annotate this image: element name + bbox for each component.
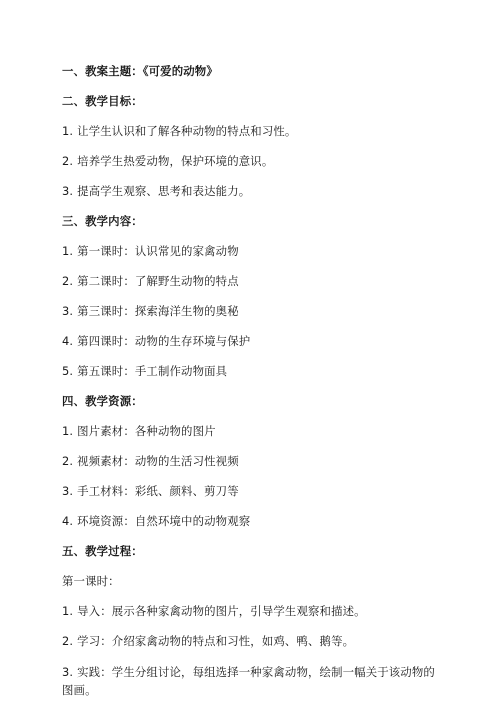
- item-text: 实践：学生分组讨论，每组选择一种家禽动物，绘制一幅关于该动物的图画。: [62, 665, 435, 697]
- list-item: [62, 453, 442, 469]
- item-number: 5.: [62, 364, 74, 378]
- list-item: [62, 513, 442, 529]
- lesson-label: [62, 573, 442, 589]
- list-item: [62, 423, 442, 439]
- item-number: 3.: [62, 484, 74, 498]
- list-item: [62, 183, 442, 199]
- item-text: 培养学生热爱动物，保护环境的意识。: [77, 154, 274, 168]
- list-item: [62, 303, 442, 319]
- list-item: [62, 333, 442, 349]
- item-text: 导入：展示各种家禽动物的图片，引导学生观察和描述。: [77, 604, 366, 618]
- item-number: 2.: [62, 634, 74, 648]
- list-item: [62, 633, 442, 649]
- list-item: [62, 603, 442, 619]
- item-number: 1.: [62, 244, 74, 258]
- item-text: 手工材料：彩纸、颜料、剪刀等: [77, 484, 239, 498]
- list-item: [62, 123, 442, 139]
- list-item: [62, 363, 442, 379]
- item-number: 4.: [62, 514, 74, 528]
- item-number: 3.: [62, 184, 74, 198]
- section-heading-resources: [62, 393, 442, 409]
- item-text: 第二课时：了解野生动物的特点: [77, 274, 239, 288]
- item-text: 第一课时：认识常见的家禽动物: [77, 244, 239, 258]
- heading-text: 五、教学过程：: [62, 544, 143, 558]
- list-item: [62, 243, 442, 259]
- list-item: [62, 483, 442, 499]
- section-heading-theme: [62, 63, 442, 79]
- item-number: 4.: [62, 334, 74, 348]
- heading-text: 二、教学目标：: [62, 94, 143, 108]
- lesson-label-text: 第一课时：: [62, 574, 120, 588]
- item-text: 环境资源：自然环境中的动物观察: [77, 514, 251, 528]
- heading-text: 四、教学资源：: [62, 394, 143, 408]
- item-number: 2.: [62, 154, 74, 168]
- heading-text: 三、教学内容：: [62, 214, 143, 228]
- item-number: 3.: [62, 304, 74, 318]
- item-number: 1.: [62, 604, 74, 618]
- item-number: 2.: [62, 274, 74, 288]
- item-text: 图片素材：各种动物的图片: [77, 424, 216, 438]
- item-number: 1.: [62, 424, 74, 438]
- section-heading-content: [62, 213, 442, 229]
- section-heading-goals: [62, 93, 442, 109]
- item-number: 2.: [62, 454, 74, 468]
- item-text: 学习：介绍家禽动物的特点和习性，如鸡、鸭、鹅等。: [77, 634, 355, 648]
- item-text: 第四课时：动物的生存环境与保护: [77, 334, 251, 348]
- item-text: 视频素材：动物的生活习性视频: [77, 454, 239, 468]
- item-number: 1.: [62, 124, 74, 138]
- item-number: 3.: [62, 665, 74, 679]
- list-item: [62, 273, 442, 289]
- item-text: 第三课时：探索海洋生物的奥秘: [77, 304, 239, 318]
- item-text: 第五课时：手工制作动物面具: [77, 364, 228, 378]
- item-text: 让学生认识和了解各种动物的特点和习性。: [77, 124, 297, 138]
- heading-text: 一、教案主题：《可爱的动物》: [62, 64, 218, 78]
- list-item: [62, 663, 442, 699]
- document-content: [62, 63, 442, 713]
- section-heading-process: [62, 543, 442, 559]
- item-text: 提高学生观察、思考和表达能力。: [77, 184, 251, 198]
- list-item: [62, 153, 442, 169]
